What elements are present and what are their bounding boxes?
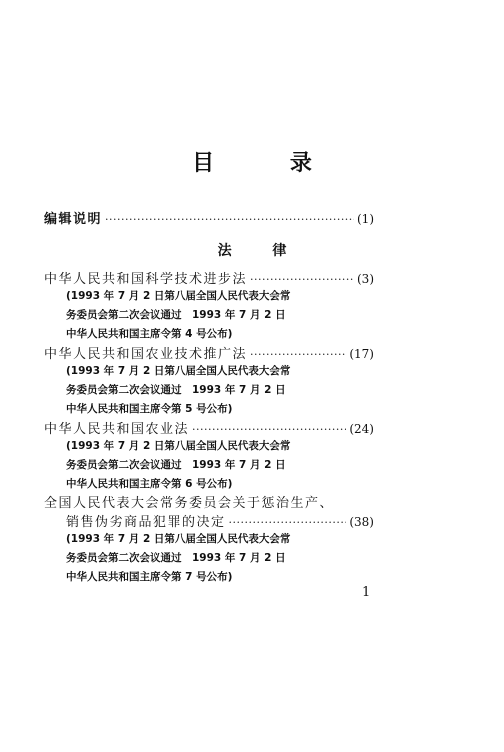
leader-dots bbox=[105, 213, 354, 226]
toc-entry-note: 务委员会第二次会议通过 1993 年 7 月 2 日 bbox=[66, 552, 286, 564]
section-heading: 法 律 bbox=[217, 243, 305, 259]
toc-entry-title: 中华人民共和国农业技术推广法 bbox=[44, 347, 248, 362]
toc-entry-note: 中华人民共和国主席令第 4 号公布) bbox=[66, 328, 233, 340]
toc-entry-title: 中华人民共和国农业法 bbox=[44, 422, 190, 437]
toc-entry-page: (3) bbox=[357, 272, 374, 286]
toc-entry-note: 务委员会第二次会议通过 1993 年 7 月 2 日 bbox=[66, 384, 286, 396]
toc-entry-note: 务委员会第二次会议通过 1993 年 7 月 2 日 bbox=[66, 459, 286, 471]
toc-entry-note: 务委员会第二次会议通过 1993 年 7 月 2 日 bbox=[66, 309, 286, 321]
toc-entry-title: 编辑说明 bbox=[44, 212, 103, 227]
leader-dots bbox=[192, 423, 346, 436]
page-number: 1 bbox=[362, 585, 371, 600]
toc-entry[interactable] bbox=[66, 511, 374, 530]
toc-entry[interactable] bbox=[44, 343, 374, 362]
leader-dots bbox=[229, 516, 347, 529]
toc-entry-note: 中华人民共和国主席令第 7 号公布) bbox=[66, 571, 233, 583]
toc-entry-preface[interactable] bbox=[44, 208, 374, 227]
toc-entry-note: (1993 年 7 月 2 日第八届全国人民代表大会常 bbox=[66, 440, 291, 452]
leader-dots bbox=[250, 348, 346, 361]
toc-entry-note: (1993 年 7 月 2 日第八届全国人民代表大会常 bbox=[66, 365, 291, 377]
leader-dots bbox=[250, 273, 354, 286]
toc-entry[interactable] bbox=[44, 418, 374, 437]
toc-entry-title: 中华人民共和国科学技术进步法 bbox=[44, 272, 248, 287]
toc-entry[interactable] bbox=[44, 268, 374, 287]
toc-entry-page: (17) bbox=[349, 347, 374, 361]
toc-entry-page: (1) bbox=[357, 212, 374, 226]
toc-entry-title-line1[interactable]: 全国人民代表大会常务委员会关于惩治生产、 bbox=[44, 496, 335, 511]
page-title: 目 录 bbox=[192, 151, 346, 176]
toc-entry-page: (38) bbox=[349, 515, 374, 529]
toc-entry-title: 销售伪劣商品犯罪的决定 bbox=[66, 515, 226, 530]
toc-entry-note: 中华人民共和国主席令第 5 号公布) bbox=[66, 403, 233, 415]
toc-entry-page: (24) bbox=[349, 422, 374, 436]
toc-entry-note: (1993 年 7 月 2 日第八届全国人民代表大会常 bbox=[66, 290, 291, 302]
toc-entry-note: 中华人民共和国主席令第 6 号公布) bbox=[66, 478, 233, 490]
toc-entry-note: (1993 年 7 月 2 日第八届全国人民代表大会常 bbox=[66, 533, 291, 545]
